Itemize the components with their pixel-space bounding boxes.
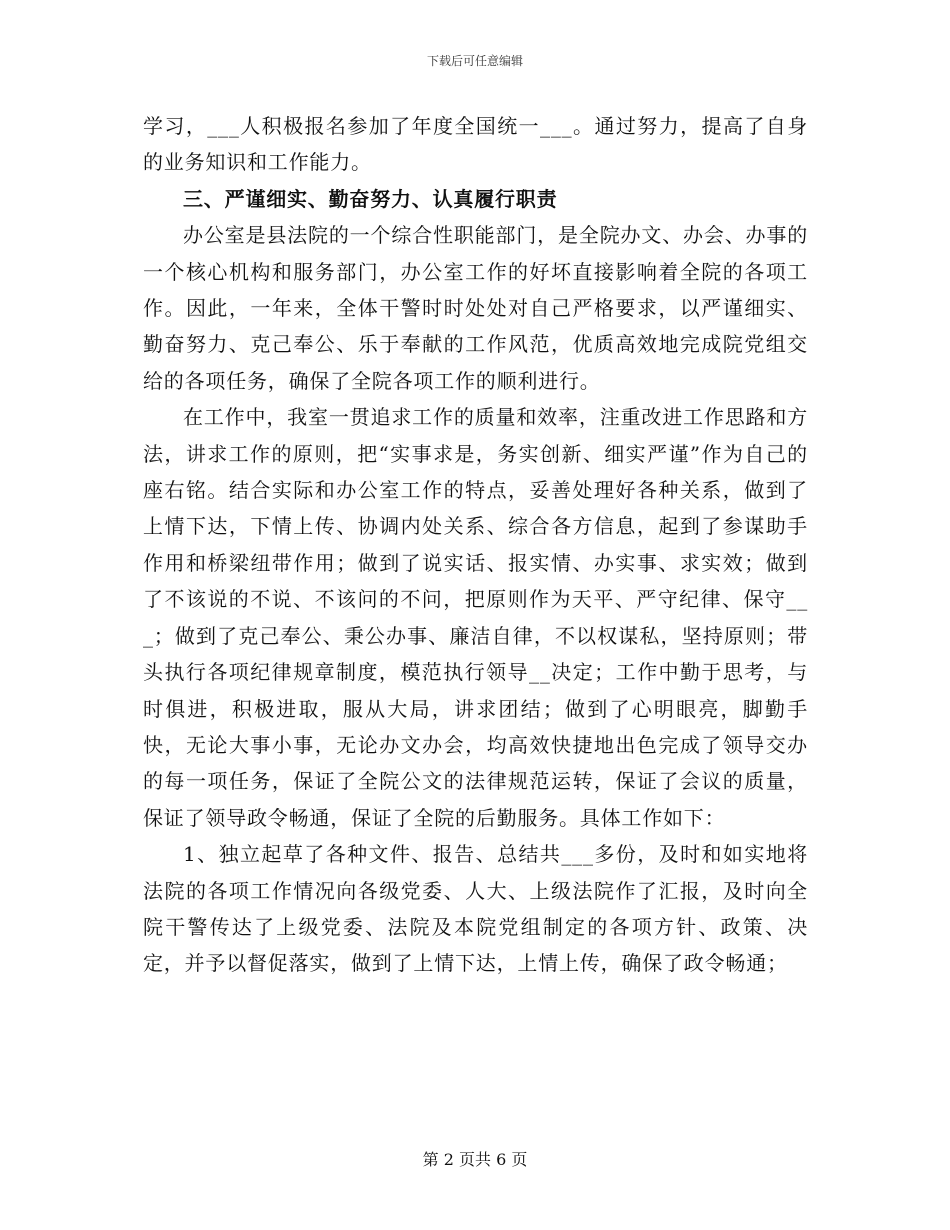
document-body [143,108,808,982]
paragraph-office-role: 办公室是县法院的一个综合性职能部门，是全院办文、办会、办事的一个核心机构和服务部门，办公室工作的好坏直接影响着全院的各项工作。因此，一年来，全体干警时时处处对自己严格要求，以严谨细实、勤奋努力、克己奉公、乐于奉献的工作风范，优质高效地完成院党组交给的各项任务，确保了全院各项工作的顺利进行。 [143,223,808,393]
page-footer: 第 2 页共 6 页 [422,1150,528,1169]
paragraph-work-principles: 在工作中，我室一贯追求工作的质量和效率，注重改进工作思路和方法，讲求工作的原则，把“实事求是，务实创新、细实严谨”作为自己的座右铭。结合实际和办公室工作的特点，妥善处理好各种关系，做到了上情下达，下情上传、协调内处关系、综合各方信息，起到了参谋助手作用和桥梁纽带作用；做到了说实话、报实情、办实事、求实效；做到了不该说的不说、不该问的不问，把原则作为天平、严守纪律、保守___；做到了克己奉公、秉公办事、廉洁自律，不以权谋私，坚持原则；带头执行各项纪律规章制度，模范执行领导__决定；工作中勤于思考，与时俱进，积极进取，服从大局，讲求团结；做到了心明眼亮，脚勤手快，无论大事小事，无论办文办会，均高效快捷地出色完成了领导交办的每一项任务，保证了全院公文的法律规范运转，保证了会议的质量，保证了领导政令畅通，保证了全院的后勤服务。具体工作如下： [143,405,808,830]
paragraph-continuation: 学习，___人积极报名参加了年度全国统一___。通过努力，提高了自身的业务知识和工作能力。 [143,114,808,175]
paragraph-item-1: 1、独立起草了各种文件、报告、总结共___多份，及时和如实地将法院的各项工作情况向各级党委、人大、上级法院作了汇报，及时向全院干警传达了上级党委、法院及本院党组制定的各项方针、政策、决定，并予以督促落实，做到了上情下达，上情上传，确保了政令畅通； [143,842,808,976]
page-header: 下载后可任意编辑 [426,54,523,68]
section-heading: 三、严谨细实、勤奋努力、认真履行职责 [183,186,558,211]
